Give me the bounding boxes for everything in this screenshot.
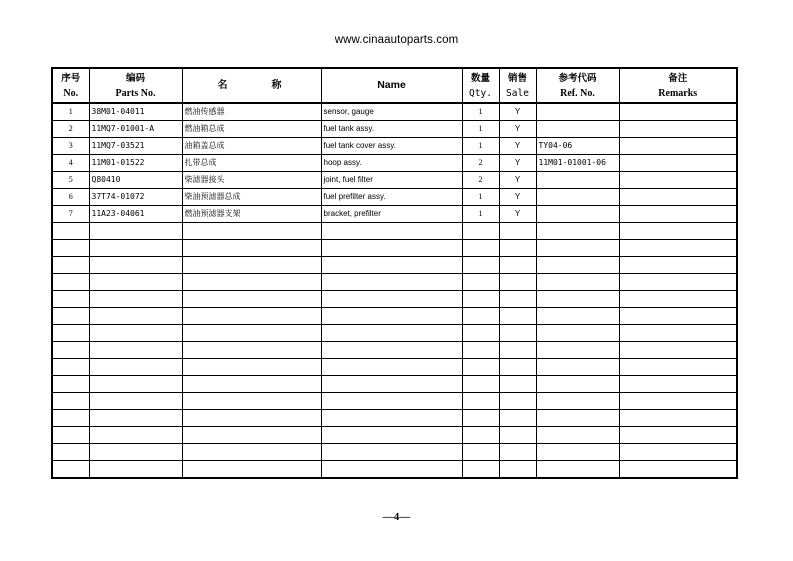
empty-cell <box>536 325 619 342</box>
cell-sale: Y <box>499 206 536 223</box>
empty-cell <box>536 393 619 410</box>
empty-cell <box>536 274 619 291</box>
empty-cell <box>182 461 321 479</box>
cell-no: 3 <box>52 138 89 155</box>
empty-cell <box>619 240 737 257</box>
cell-sale: Y <box>499 155 536 172</box>
empty-cell <box>321 257 462 274</box>
empty-table-row <box>52 376 737 393</box>
header-qty <box>462 68 499 103</box>
empty-cell <box>321 274 462 291</box>
empty-table-row <box>52 223 737 240</box>
empty-cell <box>619 325 737 342</box>
cell-qty: 2 <box>462 172 499 189</box>
empty-cell <box>89 427 182 444</box>
empty-cell <box>499 223 536 240</box>
cell-cn-name: 油箱盖总成 <box>182 138 321 155</box>
empty-cell <box>182 308 321 325</box>
table-row <box>52 138 737 155</box>
cell-ref-no: TY04-06 <box>536 138 619 155</box>
header-parts-no <box>89 68 182 103</box>
empty-cell <box>52 359 89 376</box>
cell-sale: Y <box>499 138 536 155</box>
empty-cell <box>499 393 536 410</box>
empty-cell <box>321 376 462 393</box>
cell-cn-name: 燃油箱总成 <box>182 121 321 138</box>
empty-cell <box>52 410 89 427</box>
empty-cell <box>89 223 182 240</box>
empty-cell <box>89 444 182 461</box>
empty-cell <box>462 461 499 479</box>
empty-cell <box>321 427 462 444</box>
empty-cell <box>499 291 536 308</box>
empty-cell <box>462 342 499 359</box>
header-qty-cn: 数量 <box>470 72 490 84</box>
cell-name: bracket, prefilter <box>321 206 462 223</box>
cell-name: hoop assy. <box>321 155 462 172</box>
empty-cell <box>462 359 499 376</box>
empty-cell <box>52 461 89 479</box>
empty-cell <box>619 257 737 274</box>
cell-part-no: 11MQ7-01001-A <box>89 121 182 138</box>
header-no <box>52 68 89 103</box>
empty-cell <box>462 257 499 274</box>
cell-no: 7 <box>52 206 89 223</box>
cell-qty: 1 <box>462 121 499 138</box>
cell-no: 4 <box>52 155 89 172</box>
empty-table-row <box>52 257 737 274</box>
empty-cell <box>499 240 536 257</box>
empty-cell <box>182 223 321 240</box>
cell-remarks <box>619 189 737 206</box>
empty-cell <box>52 274 89 291</box>
header-cn-name-b: 称 <box>271 80 286 91</box>
empty-cell <box>182 410 321 427</box>
empty-cell <box>321 240 462 257</box>
empty-rows <box>52 223 737 479</box>
site-url: www.cinaautoparts.com <box>334 34 459 46</box>
empty-table-row <box>52 308 737 325</box>
empty-cell <box>462 444 499 461</box>
empty-cell <box>499 444 536 461</box>
header-sale-cn: 销售 <box>507 72 527 84</box>
cell-name: joint, fuel filter <box>321 172 462 189</box>
cell-cn-name: 柴油预滤器总成 <box>182 189 321 206</box>
empty-cell <box>462 393 499 410</box>
empty-cell <box>619 342 737 359</box>
empty-cell <box>52 257 89 274</box>
empty-cell <box>89 325 182 342</box>
header-sale-en: Sale <box>506 87 529 99</box>
empty-cell <box>462 291 499 308</box>
empty-table-row <box>52 410 737 427</box>
header-qty-en: Qty. <box>469 87 492 99</box>
cell-cn-name: 燃油预滤器支架 <box>182 206 321 223</box>
cell-part-no: 11A23-04061 <box>89 206 182 223</box>
header-no-cn: 序号 <box>61 72 81 84</box>
empty-cell <box>321 223 462 240</box>
empty-cell <box>182 240 321 257</box>
cell-sale: Y <box>499 189 536 206</box>
empty-table-row <box>52 444 737 461</box>
empty-cell <box>619 376 737 393</box>
cell-qty: 1 <box>462 189 499 206</box>
empty-cell <box>182 342 321 359</box>
cell-no: 2 <box>52 121 89 138</box>
cell-ref-no <box>536 189 619 206</box>
empty-cell <box>462 427 499 444</box>
empty-cell <box>52 223 89 240</box>
empty-cell <box>462 240 499 257</box>
header-remarks-en: Remarks <box>658 87 698 99</box>
empty-cell <box>182 427 321 444</box>
cell-name: fuel prefilter assy. <box>321 189 462 206</box>
cell-sale: Y <box>499 172 536 189</box>
cell-no: 1 <box>52 103 89 121</box>
page-number: —4— <box>382 511 411 523</box>
empty-cell <box>619 359 737 376</box>
empty-cell <box>321 444 462 461</box>
cell-name: fuel tank cover assy. <box>321 138 462 155</box>
empty-cell <box>499 461 536 479</box>
empty-cell <box>619 223 737 240</box>
empty-cell <box>536 359 619 376</box>
header-remarks-cn: 备注 <box>668 72 688 84</box>
cell-remarks <box>619 138 737 155</box>
empty-cell <box>619 410 737 427</box>
cell-remarks <box>619 206 737 223</box>
empty-table-row <box>52 342 737 359</box>
empty-cell <box>499 274 536 291</box>
empty-cell <box>536 240 619 257</box>
empty-cell <box>182 376 321 393</box>
table-row <box>52 172 737 189</box>
table-header-row <box>52 68 737 103</box>
empty-cell <box>321 359 462 376</box>
empty-cell <box>499 308 536 325</box>
empty-cell <box>321 308 462 325</box>
empty-cell <box>182 393 321 410</box>
empty-cell <box>89 308 182 325</box>
header-parts-no-en: Parts No. <box>115 87 156 99</box>
table-row <box>52 206 737 223</box>
cell-cn-name: 柴滤器接头 <box>182 172 321 189</box>
empty-cell <box>89 359 182 376</box>
empty-cell <box>619 461 737 479</box>
empty-cell <box>89 257 182 274</box>
empty-cell <box>462 325 499 342</box>
cell-ref-no <box>536 121 619 138</box>
empty-cell <box>462 223 499 240</box>
empty-cell <box>182 359 321 376</box>
empty-cell <box>619 274 737 291</box>
table-row <box>52 155 737 172</box>
cell-qty: 1 <box>462 206 499 223</box>
empty-table-row <box>52 274 737 291</box>
empty-cell <box>321 393 462 410</box>
empty-table-row <box>52 325 737 342</box>
cell-ref-no <box>536 103 619 121</box>
empty-cell <box>536 342 619 359</box>
empty-cell <box>52 376 89 393</box>
empty-cell <box>619 308 737 325</box>
header-name: Name <box>321 68 462 103</box>
empty-cell <box>321 461 462 479</box>
header-ref-no-cn: 参考代码 <box>558 72 597 84</box>
empty-cell <box>536 291 619 308</box>
cell-cn-name: 扎带总成 <box>182 155 321 172</box>
empty-cell <box>182 257 321 274</box>
empty-cell <box>499 257 536 274</box>
header-no-en: No. <box>63 87 79 99</box>
cell-qty: 1 <box>462 103 499 121</box>
cell-cn-name: 燃油传感器 <box>182 103 321 121</box>
empty-cell <box>52 342 89 359</box>
empty-cell <box>52 308 89 325</box>
header-sale <box>499 68 536 103</box>
empty-cell <box>536 376 619 393</box>
header-parts-no-cn: 编码 <box>125 72 145 84</box>
cell-remarks <box>619 121 737 138</box>
empty-cell <box>462 410 499 427</box>
empty-cell <box>536 461 619 479</box>
empty-cell <box>321 410 462 427</box>
empty-cell <box>536 444 619 461</box>
empty-cell <box>89 393 182 410</box>
empty-cell <box>499 325 536 342</box>
empty-cell <box>52 393 89 410</box>
empty-cell <box>462 274 499 291</box>
cell-ref-no <box>536 172 619 189</box>
empty-table-row <box>52 291 737 308</box>
empty-cell <box>182 444 321 461</box>
header-ref-no <box>536 68 619 103</box>
header-cn-name-a: 名 <box>217 80 232 91</box>
empty-cell <box>499 410 536 427</box>
empty-cell <box>89 342 182 359</box>
empty-cell <box>619 393 737 410</box>
empty-cell <box>462 308 499 325</box>
cell-part-no: 11M01-01522 <box>89 155 182 172</box>
cell-ref-no <box>536 206 619 223</box>
empty-cell <box>182 325 321 342</box>
empty-cell <box>89 376 182 393</box>
empty-table-row <box>52 359 737 376</box>
empty-cell <box>619 444 737 461</box>
cell-qty: 1 <box>462 138 499 155</box>
table-row <box>52 103 737 121</box>
empty-cell <box>536 427 619 444</box>
cell-no: 5 <box>52 172 89 189</box>
table-row <box>52 189 737 206</box>
cell-remarks <box>619 103 737 121</box>
empty-cell <box>52 444 89 461</box>
empty-cell <box>536 223 619 240</box>
empty-cell <box>321 342 462 359</box>
empty-cell <box>462 376 499 393</box>
empty-cell <box>52 325 89 342</box>
cell-ref-no: 11M01-01001-06 <box>536 155 619 172</box>
empty-cell <box>89 274 182 291</box>
empty-cell <box>89 240 182 257</box>
empty-cell <box>52 427 89 444</box>
empty-cell <box>499 427 536 444</box>
cell-qty: 2 <box>462 155 499 172</box>
empty-cell <box>182 274 321 291</box>
empty-cell <box>52 240 89 257</box>
empty-cell <box>321 291 462 308</box>
empty-cell <box>89 410 182 427</box>
parts-table <box>51 67 738 479</box>
empty-cell <box>89 461 182 479</box>
header-remarks <box>619 68 737 103</box>
cell-part-no: 11MQ7-03521 <box>89 138 182 155</box>
empty-cell <box>182 291 321 308</box>
empty-cell <box>619 291 737 308</box>
cell-remarks <box>619 172 737 189</box>
empty-cell <box>499 359 536 376</box>
empty-table-row <box>52 393 737 410</box>
table-row <box>52 121 737 138</box>
cell-part-no: Q80410 <box>89 172 182 189</box>
empty-cell <box>619 427 737 444</box>
cell-name: fuel tank assy. <box>321 121 462 138</box>
header-ref-no-en: Ref. No. <box>560 87 595 99</box>
empty-cell <box>536 308 619 325</box>
empty-table-row <box>52 461 737 479</box>
empty-cell <box>321 325 462 342</box>
cell-part-no: 38M01-04011 <box>89 103 182 121</box>
empty-table-row <box>52 240 737 257</box>
cell-remarks <box>619 155 737 172</box>
empty-cell <box>89 291 182 308</box>
empty-cell <box>499 376 536 393</box>
empty-table-row <box>52 427 737 444</box>
cell-part-no: 37T74-01072 <box>89 189 182 206</box>
cell-sale: Y <box>499 103 536 121</box>
empty-cell <box>499 342 536 359</box>
cell-no: 6 <box>52 189 89 206</box>
empty-cell <box>536 257 619 274</box>
cell-name: sensor, gauge <box>321 103 462 121</box>
empty-cell <box>52 291 89 308</box>
empty-cell <box>536 410 619 427</box>
cell-sale: Y <box>499 121 536 138</box>
header-cn-name <box>182 68 321 103</box>
